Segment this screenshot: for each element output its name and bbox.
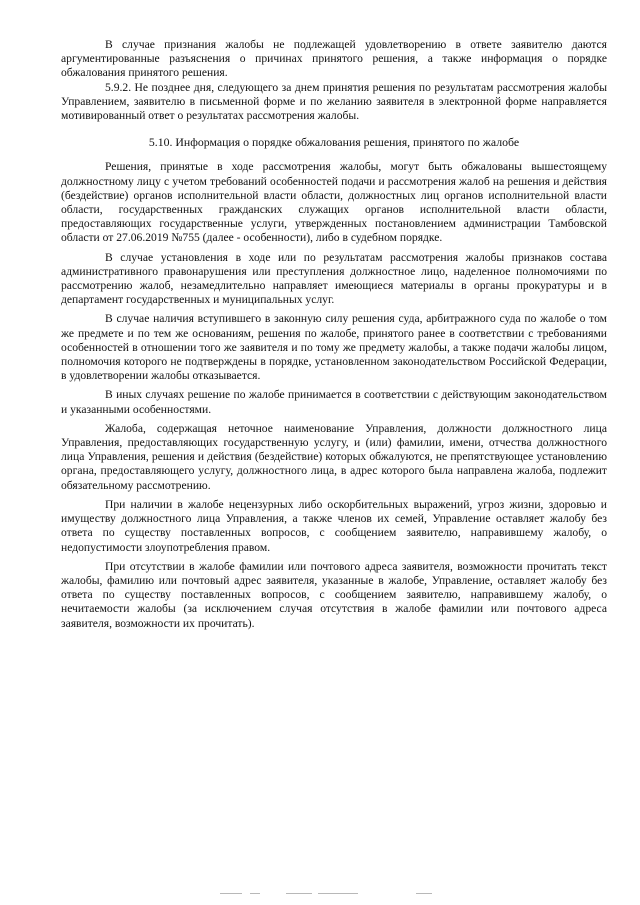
scan-artifact-line [250, 893, 260, 894]
section-heading-5-10: 5.10. Информация о порядке обжалования решения, принятого по жалобе [148, 135, 520, 150]
paragraph-refusal-explanation: В случае признания жалобы не подлежащей удовлетворению в ответе заявителю даются аргументированные разъяснения о причинах принятого решения, а также информация о порядке обжалования принятого решения. [61, 38, 607, 80]
scan-artifact-line [220, 893, 242, 894]
paragraph-court-decision: В случае наличия вступившего в законную силу решения суда, арбитражного суда по жалобе о том же предмете и по тем же основаниям, решения по жалобе, принятого ранее в соответствии с требованиями особенностей в отношении того же заявителя и по тому же предмету жалобы, а также подачи жалобы лицом, полномочия которого не подтверждены в порядке, установленном законодательством Российской Федерации, в удовлетворении жалобы отказывается. [61, 312, 607, 383]
paragraph-inaccurate-name: Жалоба, содержащая неточное наименование Управления, должности должностного лица Управления, предоставляющих государственную услугу, и (или) фамилии, имени, отчества должностного лица Управления, решения и действия (бездействие) которых обжалуются, не препятствующее установлению органа, предоставляющего услугу, должностного лица, в адрес которого была направлена жалоба, подлежит обязательному рассмотрению. [61, 421, 607, 492]
paragraph-offensive-language: При наличии в жалобе нецензурных либо оскорбительных выражений, угроз жизни, здоровью и имуществу должностного лица Управления, а также членов их семей, Управление оставляет жалобу без ответа по существу поставленных вопросов, с сообщением заявителю, направившему жалобу, о недопустимости злоупотребления правом. [61, 497, 607, 554]
scan-artifact-line [318, 893, 358, 894]
paragraph-offense-signs: В случае установления в ходе или по результатам рассмотрения жалобы признаков состава административного правонарушения или преступления должностное лицо, наделенное полномочиями по рассмотрению жалоб, незамедлительно направляет имеющиеся материалы в органы прокуратуры и в департамент государственных и муниципальных услуг. [61, 250, 607, 307]
paragraph-appeal-decisions: Решения, принятые в ходе рассмотрения жалобы, могут быть обжалованы вышестоящему должностному лицу с учетом требований особенностей подачи и рассмотрения жалоб на решения и действия (бездействие) органов исполнительной власти области, должностных лиц органов исполнительной власти области, государственных гражданских служащих органов исполнительной власти области, предоставляющих государственные услуги, утвержденных постановлением администрации Тамбовской области от 27.06.2019 №755 (далее - особенности), либо в судебном порядке. [61, 160, 607, 245]
scan-artifacts [220, 893, 440, 897]
document-body [61, 38, 607, 631]
scan-artifact-line [286, 893, 312, 894]
scan-artifact-line [416, 893, 432, 894]
paragraph-5-9-2: 5.9.2. Не позднее дня, следующего за днем принятия решения по результатам рассмотрения жалобы Управлением, заявителю в письменной форме и по желанию заявителя в электронной форме направляется мотивированный ответ о результатах рассмотрения жалобы. [61, 80, 607, 123]
paragraph-other-cases: В иных случаях решение по жалобе принимается в соответствии с действующим законодательством и указанными особенностями. [61, 388, 607, 416]
paragraph-missing-name: При отсутствии в жалобе фамилии или почтового адреса заявителя, возможности прочитать текст жалобы, фамилию или почтовый адрес заявителя, указанные в жалобе, Управление, оставляет жалобу без ответа по существу поставленных вопросов, с сообщением заявителю, направившему жалобу, о нечитаемости жалобы (за исключением случая отсутствия в жалобе фамилии или почтового адреса заявителя, возможности их прочитать). [61, 559, 607, 630]
